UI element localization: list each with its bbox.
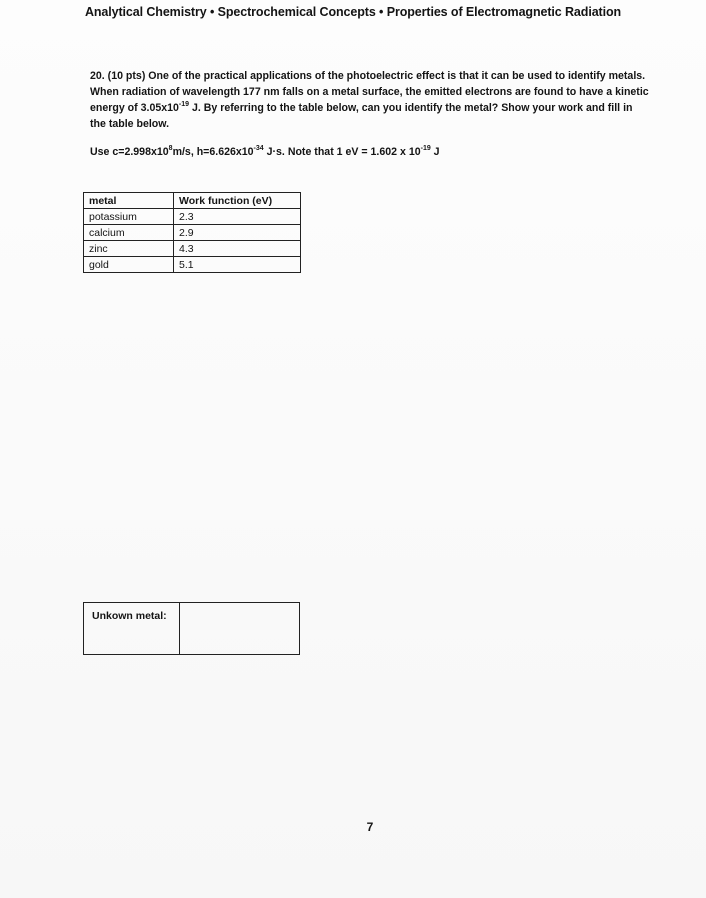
unknown-metal-answer-field[interactable] (180, 603, 299, 654)
page-header: Analytical Chemistry • Spectrochemical Concepts • Properties of Electromagnetic Radiation (84, 5, 622, 19)
question-prefix: 20. (10 pts) One of the practical applications of the photoelectric effect is that it can be used to identify metals. When radiation of wavelength 177 nm falls on a metal surface, the emitted electrons are found to have a kinetic energy of 3.05x10 (90, 70, 649, 114)
planck-exponent: -34 (253, 145, 264, 152)
page-number: 7 (366, 820, 374, 834)
metal-cell: potassium (84, 209, 174, 225)
table-row (84, 209, 301, 225)
speed-of-light-exponent: 8 (168, 145, 173, 152)
work-function-cell: 4.3 (174, 241, 301, 257)
unknown-metal-label: Unkown metal: (84, 603, 180, 654)
table-row (84, 257, 301, 273)
question-suffix: J. By referring to the table below, can you identify the metal? Show your work and fill in the table below. (90, 102, 633, 130)
given-constants (90, 146, 650, 158)
ke-exponent: -19 (178, 101, 190, 108)
work-function-cell: 2.9 (174, 225, 301, 241)
speed-of-light-text: Use c=2.998x10 (90, 146, 169, 158)
question-text (90, 68, 650, 132)
table-row (84, 241, 301, 257)
unknown-metal-answer-box (83, 602, 300, 655)
work-function-column-header: Work function (eV) (174, 193, 301, 209)
metal-cell: zinc (84, 241, 174, 257)
ev-conversion-text: J·s. Note that 1 eV = 1.602 x 10 (263, 146, 421, 158)
work-function-table (83, 192, 301, 273)
table-header-row (84, 193, 301, 209)
work-function-cell: 5.1 (174, 257, 301, 273)
metal-column-header: metal (84, 193, 174, 209)
work-function-cell: 2.3 (174, 209, 301, 225)
planck-constant-text: m/s, h=6.626x10 (172, 146, 254, 158)
metal-cell: calcium (84, 225, 174, 241)
table-row (84, 225, 301, 241)
metal-cell: gold (84, 257, 174, 273)
joule-unit: J (430, 146, 440, 158)
ev-exponent: -19 (420, 145, 431, 152)
